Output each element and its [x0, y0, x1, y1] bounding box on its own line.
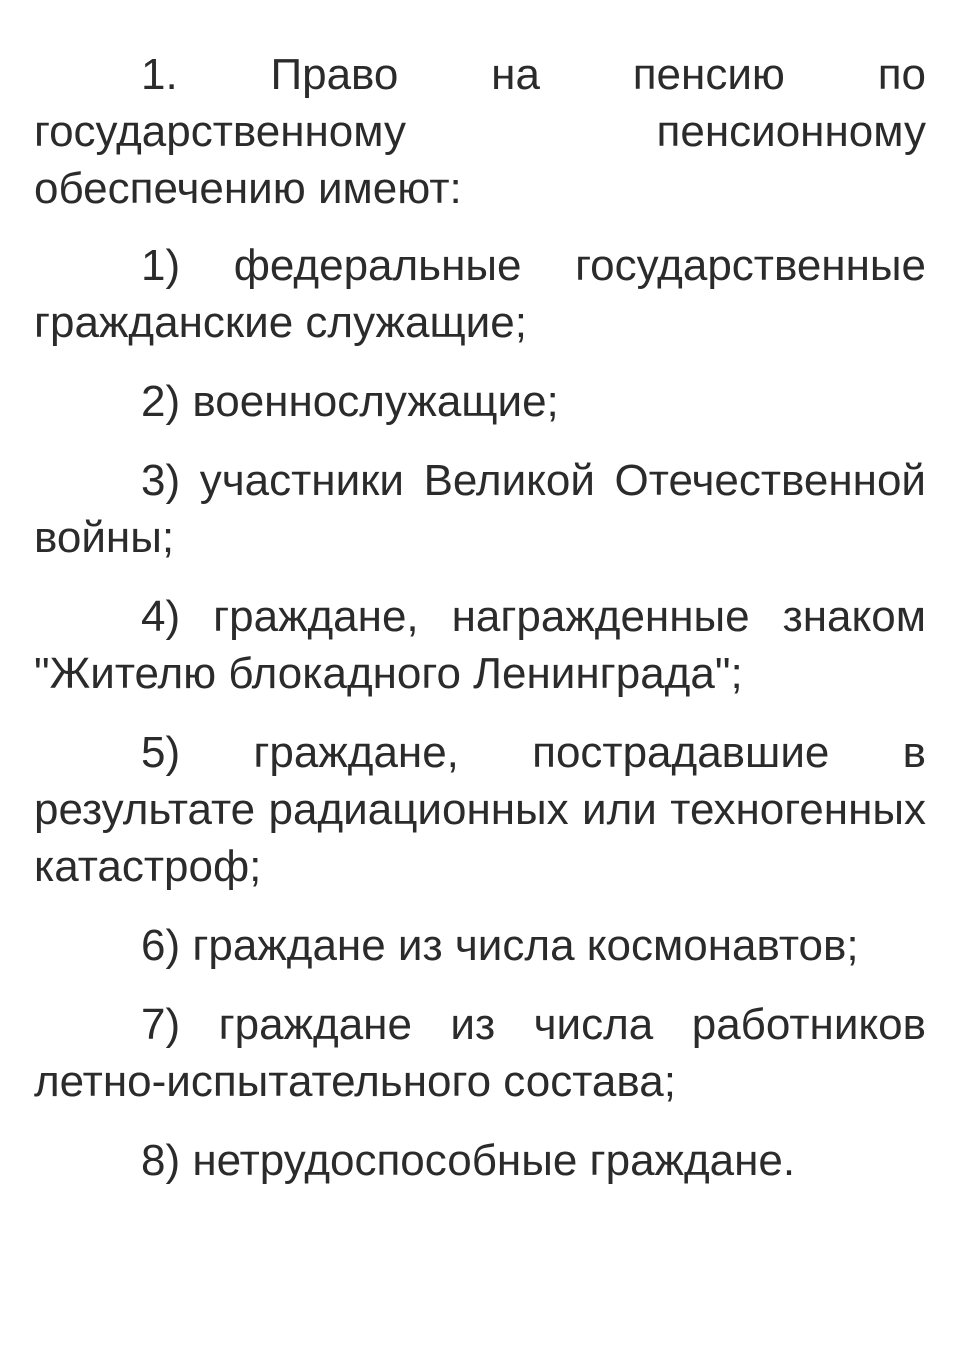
list-item: 3) участники Великой Отечественной войны; — [34, 456, 926, 562]
list-item: 5) граждане, пострадавшие в результате радиационных или техногенных катастроф; — [34, 728, 926, 891]
list-item: 4) граждане, награжденные знаком "Жителю блокадного Ленинграда"; — [34, 592, 926, 698]
intro-paragraph: 1. Право на пенсию по государственному пенсионному обеспечению имеют: — [34, 50, 926, 213]
list-item: 1) федеральные государственные гражданские служащие; — [34, 241, 926, 347]
list-item: 6) граждане из числа космонавтов; — [141, 921, 859, 970]
list-item: 7) граждане из числа работников летно-испытательного состава; — [34, 1000, 926, 1106]
list-item: 8) нетрудоспособные граждане. — [141, 1136, 796, 1185]
list-item: 2) военнослужащие; — [141, 377, 559, 426]
